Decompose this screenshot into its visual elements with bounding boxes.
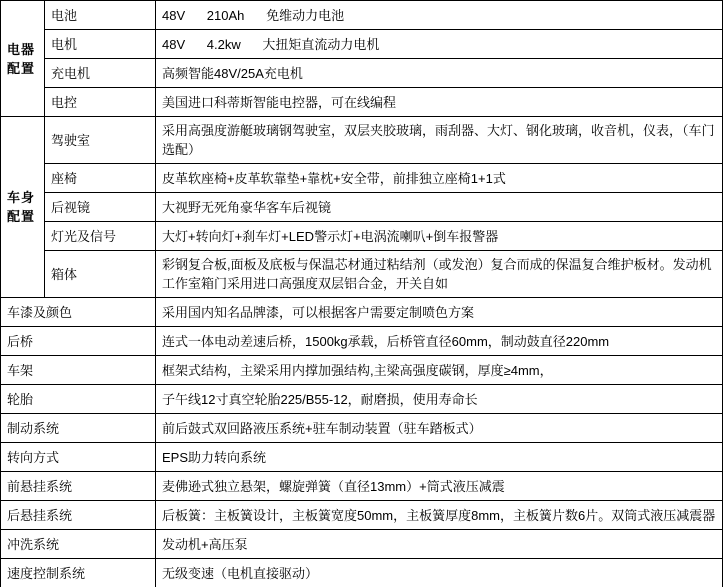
- table-row: [1, 472, 723, 501]
- table-row: [1, 117, 723, 164]
- table-row: [1, 443, 723, 472]
- spec-label-cell: 箱体: [45, 251, 156, 298]
- spec-label-cell: 座椅: [45, 164, 156, 193]
- table-row: [1, 30, 723, 59]
- spec-label-cell: 后桥: [1, 327, 156, 356]
- spec-label-cell: 车漆及颜色: [1, 298, 156, 327]
- spec-label-cell: 转向方式: [1, 443, 156, 472]
- spec-value-cell: 发动机+高压泵: [156, 530, 723, 559]
- spec-value-cell: 美国进口科蒂斯智能电控器，可在线编程: [156, 88, 723, 117]
- spec-label-cell: 电控: [45, 88, 156, 117]
- spec-value-cell: 皮革软座椅+皮革软靠垫+靠枕+安全带，前排独立座椅1+1式: [156, 164, 723, 193]
- table-row: [1, 298, 723, 327]
- spec-label-cell: 速度控制系统: [1, 559, 156, 587]
- spec-label-cell: 冲洗系统: [1, 530, 156, 559]
- section-header-cell: 电器配置: [1, 1, 45, 117]
- table-row: [1, 164, 723, 193]
- spec-value-cell: 前后鼓式双回路液压系统+驻车制动装置（驻车踏板式）: [156, 414, 723, 443]
- section-header-cell: 车身配置: [1, 117, 45, 298]
- spec-label-cell: 灯光及信号: [45, 222, 156, 251]
- spec-label-cell: 电机: [45, 30, 156, 59]
- spec-label-cell: 充电机: [45, 59, 156, 88]
- spec-label-cell: 轮胎: [1, 385, 156, 414]
- spec-value-cell: 彩钢复合板,面板及底板与保温芯材通过粘结剂（或发泡）复合而成的保温复合维护板材。发动机工作室箱门采用进口高强度双层铝合金，开关自如: [156, 251, 723, 298]
- table-row: [1, 59, 723, 88]
- spec-label-cell: 后悬挂系统: [1, 501, 156, 530]
- table-row: [1, 222, 723, 251]
- table-row: [1, 251, 723, 298]
- table-row: [1, 1, 723, 30]
- spec-value-cell: 麦佛逊式独立悬架，螺旋弹簧（直径13mm）+筒式液压减震: [156, 472, 723, 501]
- spec-label-cell: 车架: [1, 356, 156, 385]
- spec-value-cell: 48V 4.2kw 大扭矩直流动力电机: [156, 30, 723, 59]
- spec-value-cell: 无级变速（电机直接驱动）: [156, 559, 723, 587]
- spec-value-cell: 框架式结构，主梁采用内撑加强结构,主梁高强度碳钢，厚度≥4mm，: [156, 356, 723, 385]
- spec-value-cell: 采用高强度游艇玻璃钢驾驶室，双层夹胶玻璃，雨刮器、大灯、钢化玻璃，收音机，仪表，（车门选配）: [156, 117, 723, 164]
- table-row: [1, 327, 723, 356]
- spec-value-cell: EPS助力转向系统: [156, 443, 723, 472]
- spec-table-body: [1, 1, 723, 587]
- spec-label-cell: 后视镜: [45, 193, 156, 222]
- table-row: [1, 88, 723, 117]
- spec-value-cell: 连式一体电动差速后桥，1500kg承载，后桥管直径60mm，制动鼓直径220mm: [156, 327, 723, 356]
- table-row: [1, 385, 723, 414]
- spec-value-cell: 高频智能48V/25A充电机: [156, 59, 723, 88]
- spec-label-cell: 前悬挂系统: [1, 472, 156, 501]
- spec-value-cell: 后板簧：主板簧设计，主板簧宽度50mm，主板簧厚度8mm，主板簧片数6片。双筒式液压减震器: [156, 501, 723, 530]
- spec-value-cell: 子午线12寸真空轮胎225/B55-12，耐磨损，使用寿命长: [156, 385, 723, 414]
- spec-value-cell: 大视野无死角豪华客车后视镜: [156, 193, 723, 222]
- table-row: [1, 193, 723, 222]
- table-row: [1, 530, 723, 559]
- table-row: [1, 356, 723, 385]
- table-row: [1, 501, 723, 530]
- spec-value-cell: 大灯+转向灯+刹车灯+LED警示灯+电涡流喇叭+倒车报警器: [156, 222, 723, 251]
- spec-value-cell: 48V 210Ah 免维动力电池: [156, 1, 723, 30]
- spec-value-cell: 采用国内知名品牌漆，可以根据客户需要定制喷色方案: [156, 298, 723, 327]
- table-row: [1, 414, 723, 443]
- table-row: [1, 559, 723, 587]
- spec-label-cell: 驾驶室: [45, 117, 156, 164]
- spec-label-cell: 制动系统: [1, 414, 156, 443]
- spec-label-cell: 电池: [45, 1, 156, 30]
